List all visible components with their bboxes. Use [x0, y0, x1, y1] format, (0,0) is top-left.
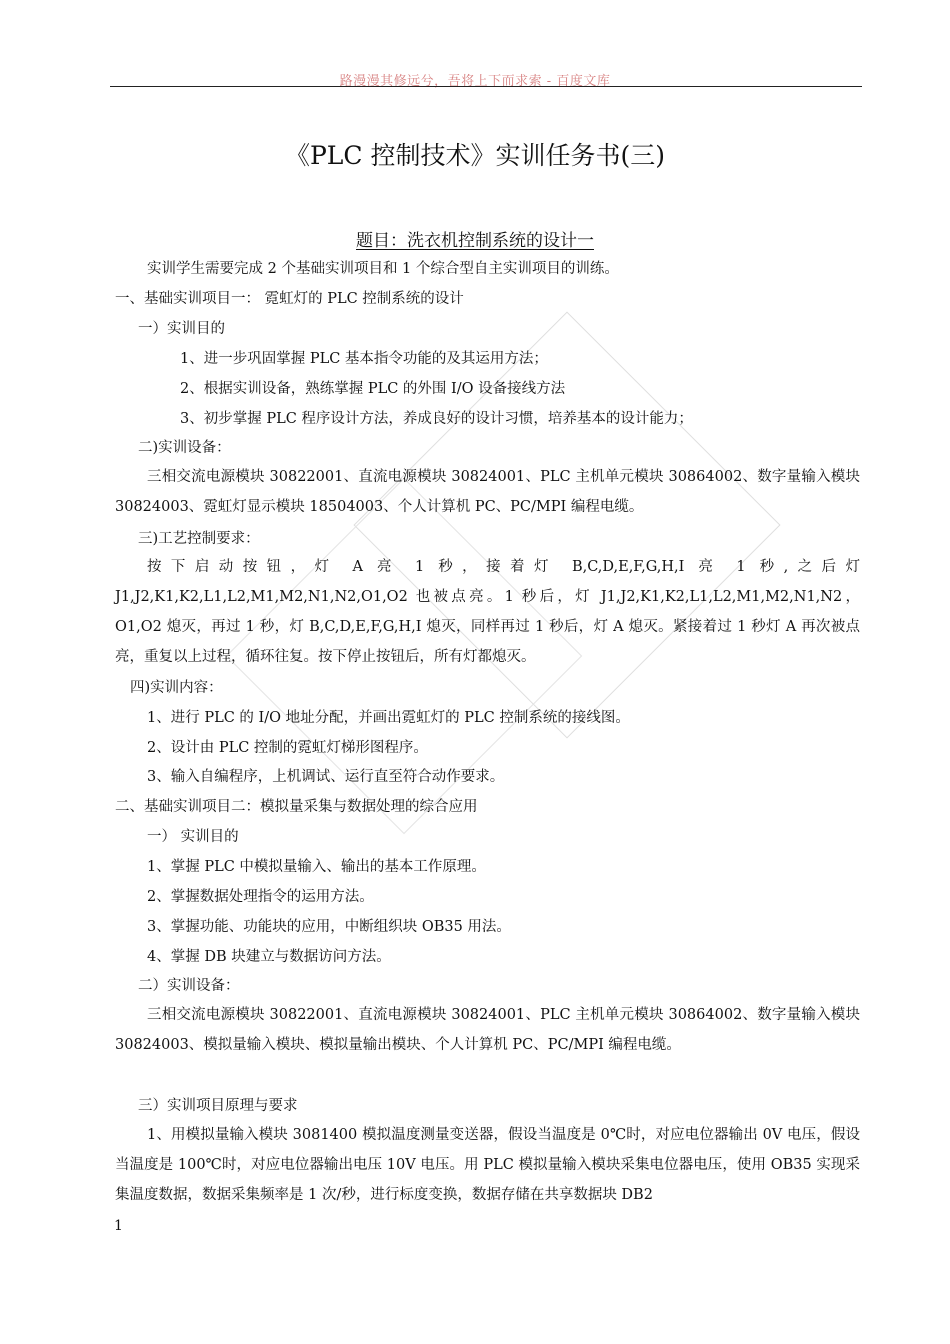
subject-line — [0, 226, 950, 251]
section1-goal-2: 2、根据实训设备，熟练掌握 PLC 的外围 I/O 设备接线方法 — [180, 381, 566, 397]
section1-equip-heading: 二)实训设备： — [138, 440, 231, 456]
section1-goal-heading: 一）实训目的 — [138, 321, 225, 337]
section1-content-1: 1、进行 PLC 的 I/O 地址分配，并画出霓虹灯的 PLC 控制系统的接线图。 — [147, 710, 630, 726]
section2-goal-4: 4、掌握 DB 块建立与数据访问方法。 — [147, 949, 391, 965]
intro-paragraph: 实训学生需要完成 2 个基础实训项目和 1 个综合型自主实训项目的训练。 — [147, 261, 619, 277]
section1-content-heading: 四)实训内容： — [130, 680, 223, 696]
watermark-diamond — [353, 311, 780, 738]
subject-text: 题目：洗衣机控制系统的设计一 — [356, 231, 594, 251]
document-title: 《PLC 控制技术》实训任务书(三) — [284, 141, 665, 170]
section1-goal-3: 3、初步掌握 PLC 程序设计方法，养成良好的设计习惯，培养基本的设计能力； — [180, 411, 693, 427]
section2-goal-heading: 一） 实训目的 — [147, 829, 239, 845]
section2-goal-2: 2、掌握数据处理指令的运用方法。 — [147, 889, 374, 905]
header-rule — [110, 86, 862, 87]
section1-process-text: 按下启动按钮，灯 A 亮 1 秒，接着灯 B,C,D,E,F,G,H,I 亮 1 秒,之后灯 J1,J2,K1,K2,L1,L2,M1,M2,N1,N2,O1,O2 也被点亮。1 秒后，灯 J1,J2,K1,K2,L1,L2,M1,M2,N1,N2，O1,O2 熄灭，再过 1 秒，灯 B,C,D,E,F,G,H,I 熄灭，同样再过 1 秒后，灯 A 熄灭。紧接着过 1 秒灯 A 再次被点亮，重复以上过程，循环往复。按下停止按钮后，所有灯都熄灭。 — [115, 559, 860, 665]
header-watermark: 路漫漫其修远兮，吾将上下而求索 - 百度文库 — [339, 74, 611, 89]
section2-goal-1: 1、掌握 PLC 中模拟量输入、输出的基本工作原理。 — [147, 859, 486, 875]
section1-content-2: 2、设计由 PLC 控制的霓虹灯梯形图程序。 — [147, 740, 428, 756]
section2-equip-text: 三相交流电源模块 30822001、直流电源模块 30824001、PLC 主机单元模块 30864002、数字量输入模块 30824003、模拟量输入模块、模拟量输出模块、个人计算机 PC、PC/MPI 编程电缆。 — [115, 1007, 860, 1053]
section2-heading: 二、基础实训项目二：模拟量采集与数据处理的综合应用 — [115, 799, 478, 815]
section1-equip-text: 三相交流电源模块 30822001、直流电源模块 30824001、PLC 主机单元模块 30864002、数字量输入模块 30824003、霓虹灯显示模块 18504003、个人计算机 PC、PC/MPI 编程电缆。 — [115, 469, 860, 515]
section2-equip-heading: 二）实训设备： — [138, 978, 240, 994]
section2-principle-text: 1、用模拟量输入模块 3081400 模拟温度测量变送器，假设当温度是 0℃时，对应电位器输出 0V 电压，假设当温度是 100℃时，对应电位器输出电压 10V 电压。用 PLC 模拟量输入模块采集电位器电压，使用 OB35 实现采集温度数据，数据采集频率是 1 次/秒，进行标度变换，数据存储在共享数据块 DB2 — [115, 1127, 860, 1203]
section1-goal-1: 1、进一步巩固掌握 PLC 基本指令功能的及其运用方法； — [180, 351, 548, 367]
page-number: 1 — [114, 1218, 123, 1234]
section1-process-heading: 三)工艺控制要求： — [138, 531, 260, 547]
section2-principle-heading: 三）实训项目原理与要求 — [138, 1098, 298, 1114]
section1-content-3: 3、输入自编程序，上机调试、运行直至符合动作要求。 — [147, 769, 505, 785]
section1-heading: 一、基础实训项目一： 霓虹灯的 PLC 控制系统的设计 — [115, 291, 464, 307]
section2-goal-3: 3、掌握功能、功能块的应用，中断组织块 OB35 用法。 — [147, 919, 511, 935]
